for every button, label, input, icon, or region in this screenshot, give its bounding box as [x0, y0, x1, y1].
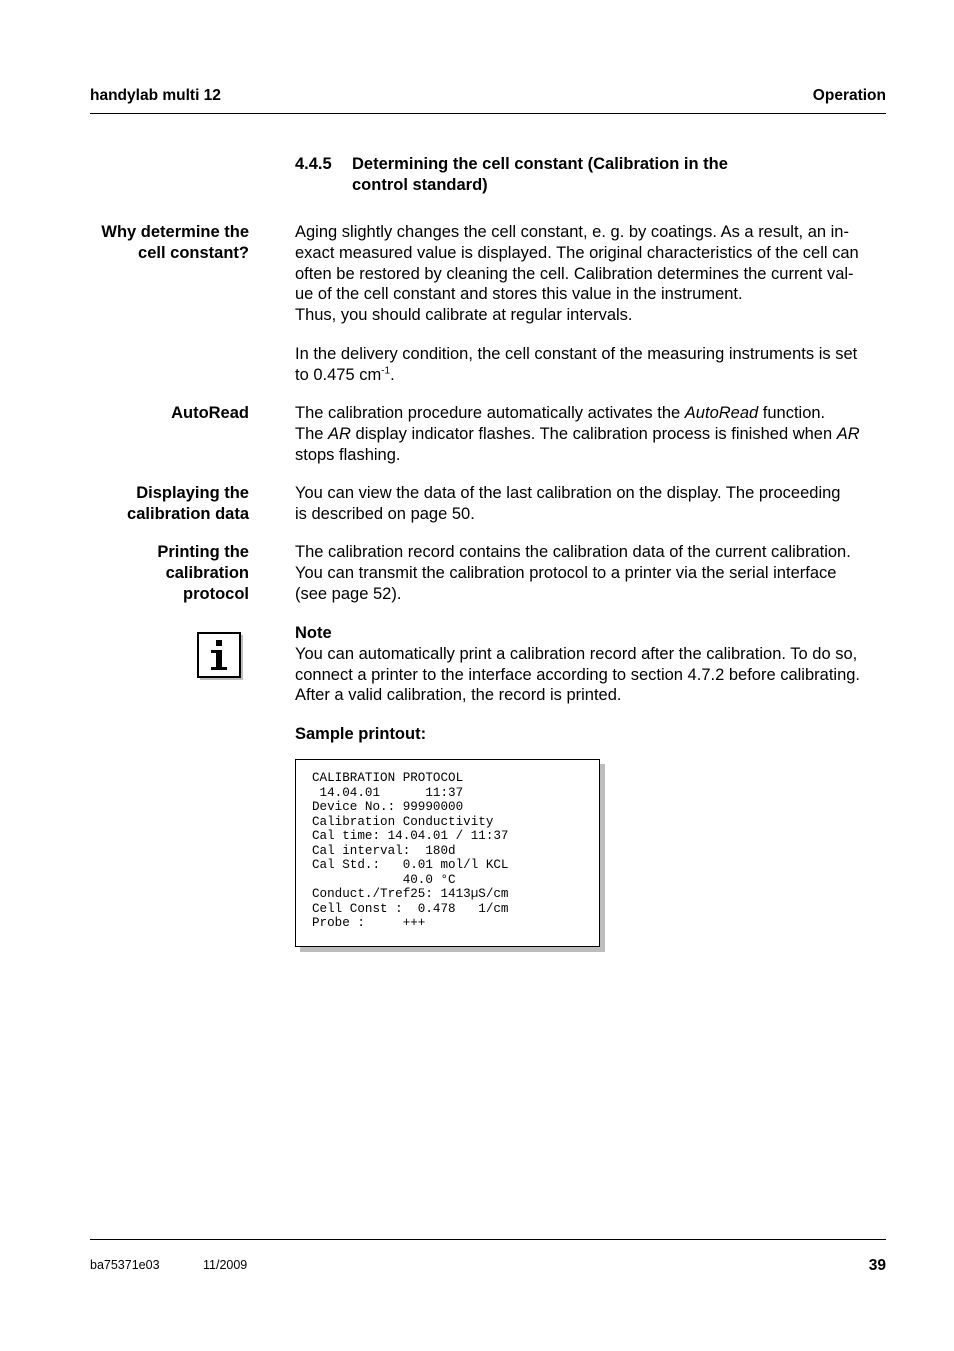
section-title-line-1: Determining the cell constant (Calibration in the [352, 155, 728, 173]
autoread-text: The calibration procedure automatically activates the [295, 404, 685, 422]
side-heading-displaying [60, 483, 249, 525]
info-icon [197, 632, 243, 680]
printout-box [295, 759, 600, 947]
printing-line: (see page 52). [295, 584, 402, 603]
section-number: 4.4.5 [295, 155, 332, 173]
autoread-line-3: stops flashing. [295, 445, 401, 464]
autoread-line-1 [295, 403, 887, 424]
autoread-line-2 [295, 424, 887, 445]
paragraph-autoread [295, 403, 887, 465]
autoread-text: display indicator flashes. The calibration process is finished when [350, 424, 837, 443]
page-number: 39 [868, 1257, 886, 1274]
side-why-line-2: cell constant? [138, 244, 249, 262]
side-displaying-line-1: Displaying the [136, 484, 249, 502]
delivery-period: . [390, 365, 395, 384]
side-heading-why [60, 222, 249, 264]
note-line: After a valid calibration, the record is printed. [295, 686, 622, 705]
side-heading-printing [60, 542, 249, 605]
delivery-value: to 0.475 cm [295, 365, 382, 384]
footer-doc-id: ba75371e03 [90, 1258, 160, 1272]
delivery-line-1: In the delivery condition, the cell constant of the measuring instruments is set [295, 345, 858, 363]
section-title-line-2: control standard) [352, 176, 488, 194]
header-chapter: Operation [812, 87, 886, 104]
why-line: ue of the cell constant and stores this value in the instrument. [295, 285, 743, 304]
displaying-line: You can view the data of the last calibration on the display. The proceeding [295, 484, 841, 502]
footer-date: 11/2009 [203, 1258, 248, 1272]
printout-text: CALIBRATION PROTOCOL 14.04.01 11:37 Device No.: 99990000 Calibration Conductivity Cal time: 14.04.01 / 11:37 Cal interval: 180d Cal Std.: 0.01 mol/l KCL 40.0 °C Conduct./Tref25: 1413µS/cm Cell Const : 0.478 1/cm Probe : +++ [312, 771, 509, 930]
why-line: often be restored by cleaning the cell. Calibration determines the current val- [295, 264, 854, 283]
side-heading-autoread [60, 403, 249, 424]
paragraph-displaying [295, 483, 887, 525]
why-line: Aging slightly changes the cell constant, e. g. by coatings. As a result, an in- [295, 223, 849, 241]
note-block [295, 623, 887, 706]
note-line: connect a printer to the interface according to section 4.7.2 before calibrating. [295, 665, 861, 684]
note-title: Note [295, 624, 332, 642]
sample-printout [295, 759, 600, 947]
autoread-text: function. [758, 404, 826, 422]
header-product: handylab multi 12 [90, 87, 221, 104]
autoread-text: The [295, 424, 329, 443]
side-why-line-1: Why determine the [101, 223, 249, 241]
side-printing-line-1: Printing the [157, 543, 249, 561]
delivery-line-2 [295, 365, 887, 386]
displaying-line: is described on page 50. [295, 504, 475, 523]
paragraph-why [295, 222, 887, 326]
sample-printout-title: Sample printout: [295, 725, 427, 743]
section-heading [295, 154, 795, 196]
footer-rule [90, 1239, 886, 1240]
side-printing-line-3: protocol [183, 585, 249, 603]
side-autoread: AutoRead [171, 404, 249, 422]
why-line: exact measured value is displayed. The original characteristics of the cell can [295, 243, 859, 262]
delivery-exponent: -1 [381, 365, 391, 377]
printing-line: The calibration record contains the calibration data of the current calibration. [295, 543, 851, 561]
ar-indicator: AR [328, 424, 351, 443]
side-printing-line-2: calibration [165, 564, 249, 582]
note-line: You can automatically print a calibration record after the calibration. To do so, [295, 644, 858, 663]
autoread-function-name: AutoRead [684, 404, 759, 422]
paragraph-delivery [295, 344, 887, 386]
paragraph-printing [295, 542, 887, 604]
side-displaying-line-2: calibration data [127, 505, 249, 523]
why-line: Thus, you should calibrate at regular intervals. [295, 306, 633, 325]
ar-indicator: AR [836, 424, 860, 443]
header-rule [90, 113, 886, 114]
printing-line: You can transmit the calibration protocol to a printer via the serial interface [295, 563, 837, 582]
